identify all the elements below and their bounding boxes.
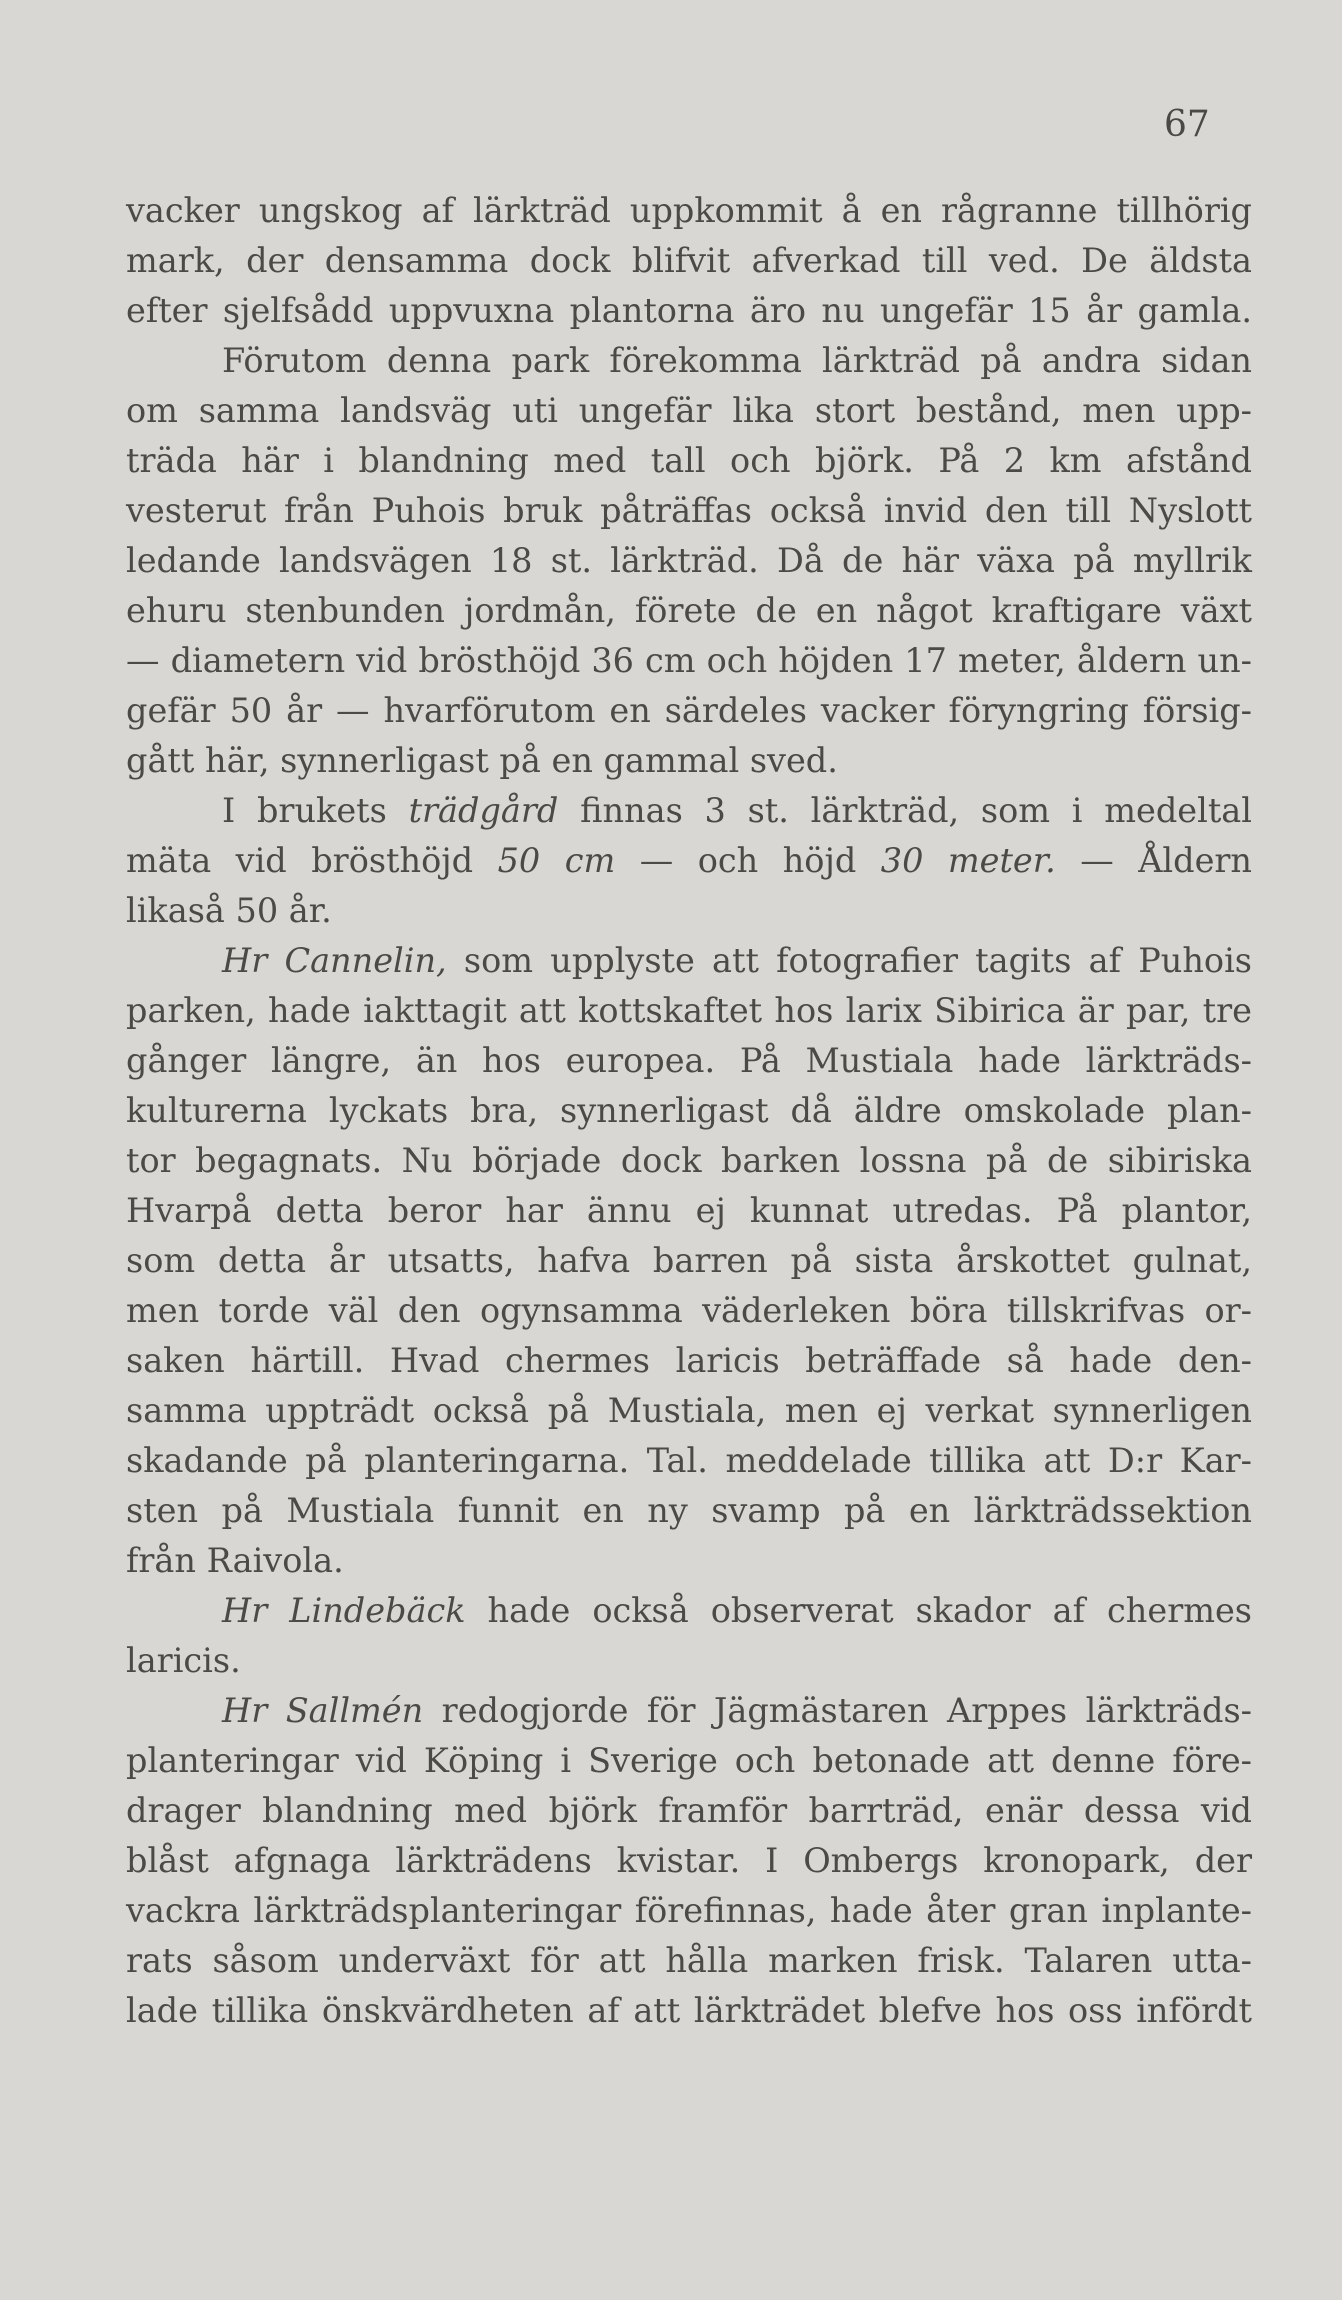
text-line: rats såsom underväxt för att hålla marken frisk. Talaren utta- <box>126 1941 1252 1980</box>
text-line: vacker ungskog af lärkträd uppkommit å en rågranne tillhörig <box>126 191 1252 230</box>
text-line: likaså 50 år. <box>126 891 332 930</box>
text-line: lade tillika önskvärdheten af att lärkträdet blefve hos oss infördt <box>126 1991 1252 2030</box>
text-line: som detta år utsatts, hafva barren på sista årskottet gulnat, <box>126 1241 1252 1280</box>
text-line: vackra lärkträdsplanteringar förefinnas, hade åter gran inplante- <box>126 1891 1252 1930</box>
text-line: drager blandning med björk framför barrträd, enär dessa vid <box>126 1791 1252 1830</box>
text-line: efter sjelfsådd uppvuxna plantorna äro nu ungefär 15 år gamla. <box>126 291 1252 330</box>
text-line: Förutom denna park förekomma lärkträd på andra sidan <box>222 341 1252 380</box>
text-line: mark, der densamma dock blifvit afverkad till ved. De äldsta <box>126 241 1252 280</box>
text-line: laricis. <box>126 1641 241 1680</box>
text-line: gefär 50 år — hvarförutom en särdeles vacker föryngring försig- <box>126 691 1252 730</box>
text-line: kulturerna lyckats bra, synnerligast då äldre omskolade plan- <box>126 1091 1252 1130</box>
text-line: men torde väl den ogynsamma väderleken böra tillskrifvas or- <box>126 1291 1252 1330</box>
text-line: planteringar vid Köping i Sverige och betonade att denne före- <box>126 1741 1252 1780</box>
text-line: gånger längre, än hos europea. På Mustiala hade lärkträds- <box>126 1041 1252 1080</box>
text-line: Hvarpå detta beror har ännu ej kunnat utredas. På plantor, <box>126 1191 1252 1230</box>
body-text <box>126 186 1252 2036</box>
text-line: saken härtill. Hvad chermes laricis beträffade så hade den- <box>126 1341 1252 1380</box>
text-line: sten på Mustiala funnit en ny svamp på en lärkträdssektion <box>126 1491 1252 1530</box>
text-line: mäta vid brösthöjd 50 cm — och höjd 30 meter. — Åldern <box>126 841 1252 880</box>
text-line: blåst afgnaga lärkträdens kvistar. I Ombergs kronopark, der <box>126 1841 1252 1880</box>
text-line: skadande på planteringarna. Tal. meddelade tillika att D:r Kar- <box>126 1441 1252 1480</box>
text-line: vesterut från Puhois bruk påträffas också invid den till Nyslott <box>126 491 1252 530</box>
text-line: I brukets trädgård finnas 3 st. lärkträd, som i medeltal <box>222 791 1252 830</box>
text-line: ehuru stenbunden jordmån, förete de en något kraftigare växt <box>126 591 1252 630</box>
text-line: Hr Sallmén redogjorde för Jägmästaren Arppes lärkträds- <box>222 1691 1252 1730</box>
text-line: Hr Lindebäck hade också observerat skador af chermes <box>222 1591 1252 1630</box>
text-line: tor begagnats. Nu började dock barken lossna på de sibiriska <box>126 1141 1252 1180</box>
text-line: ledande landsvägen 18 st. lärkträd. Då de här växa på myllrik <box>126 541 1252 580</box>
text-line: gått här, synnerligast på en gammal sved. <box>126 741 838 780</box>
text-line: träda här i blandning med tall och björk. På 2 km afstånd <box>126 441 1252 480</box>
text-line: om samma landsväg uti ungefär lika stort bestånd, men upp- <box>126 391 1252 430</box>
text-line: — diametern vid brösthöjd 36 cm och höjden 17 meter, åldern un- <box>126 641 1252 680</box>
text-line: parken, hade iakttagit att kottskaftet hos larix Sibirica är par, tre <box>126 991 1252 1030</box>
page-number: 67 <box>1164 104 1210 145</box>
text-line: Hr Cannelin, som upplyste att fotografier tagits af Puhois <box>222 941 1252 980</box>
text-line: samma uppträdt också på Mustiala, men ej verkat synnerligen <box>126 1391 1252 1430</box>
text-line: från Raivola. <box>126 1541 344 1580</box>
